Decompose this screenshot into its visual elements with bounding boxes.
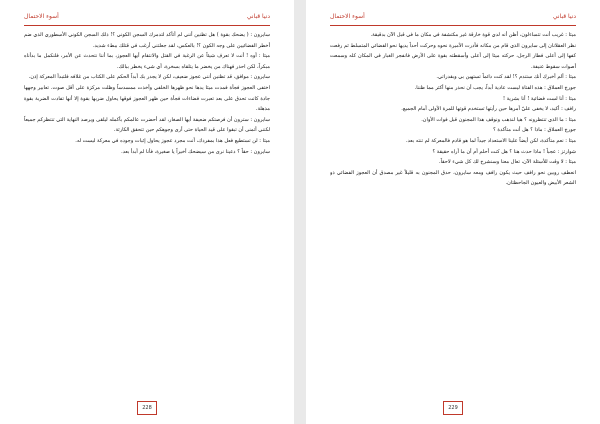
paragraph: ميثا : لا وقت للأسئلة الآن، تعال معنا وسنشرح لك كل شيء لاحقاً. (439, 159, 576, 166)
page-number: 229 (443, 401, 463, 415)
paragraph: ميثا : ألم أخبرك أنك ستندم ؟! لقد كنت دائماً تستهين بي وبقدراتي. (436, 74, 576, 81)
header-author: دنيا قباني (552, 13, 576, 20)
paragraph: انعطف روبين نحو رافف حيث يكون رافف ومعه سايرون، حدق المجنون به قليلاً غير مصدق أن العجوز الفضائي ذو الشعر الأبيض والعيون الجاحظتان. (330, 169, 576, 187)
page-body-text (330, 30, 576, 396)
paragraph: جورج العملاق : ماذا ؟ هل أنت متأكدة ؟ (493, 127, 576, 134)
left-page (0, 0, 294, 424)
page-body-text (24, 30, 270, 396)
paragraph: سايرون : حقاً ؟ دعينا نرى من سيضحك أخيراً يا صغيرة، فأنا لم أبدأ بعد. (121, 148, 270, 155)
paragraph: سايرون : موافق، قد تظنين أنني عجوز ضعيف، لكن لا يجدر بك أبداً الحكم على الكتاب من غلافه فلتبدأ المعركة إذن. (28, 74, 270, 81)
header-book-title: أسوء الاحتمال (24, 13, 59, 20)
paragraph: جورج العملاق : هذه الفتاة ليست عادية أبداً، يجب أن نحذر منها أكثر مما ظننا. (414, 84, 576, 91)
paragraph: سايرون : ( يضحك بقوة ) هل تظنين أنني لم أتأكد لتدمرك السجن الكوني ؟! ذلك السجن الكوني الأسطوري الذي ضم أخطر الفضائيين على وجه الكون ؟! بالعكس، لقد جعلتني أرغب في قتلك ببطء شديد. (24, 32, 270, 49)
header-divider (24, 25, 270, 26)
paragraph: ميثا : أوه ! أنت لا تعرف شيئاً عن الرغبة في القتل والانتقام أيها العجوز، بما أننا نتحدث عن الأمر، فلنكمل ما بدأناه مبكراً، لكن احذر فهناك من يخضر ما يتلقاه بسخرة، أي شيء يخطر ببالك. (24, 53, 270, 70)
paragraph: ميثا : نعم متأكدة، لكن أيضاً علينا الاستعداد جيداً لما هو قادم فالمعركة لم تنته بعد. (406, 137, 576, 144)
paragraph: ميثا : ما الذي تنتظرونه ؟ هيا لنذهب ونوقف هذا المجنون قبل فوات الأوان. (421, 116, 576, 123)
page-header (24, 13, 270, 23)
header-book-title: أسوء الاحتمال (330, 13, 365, 20)
header-author: دنيا قباني (246, 13, 270, 20)
paragraph: شوارتز : عجباً ! ماذا حدث هنا ؟ هل كنت أحلم أم أن ما أراه حقيقة ؟ (432, 148, 576, 155)
paragraph: ميثا : غريب أنت تتساءلون، أظن أنه لدي قوة خارقة غير مكتشفة في مكان ما في قبل الآن بدقيقة. (370, 32, 576, 38)
header-divider (330, 25, 576, 26)
paragraph: رافف : أكيد، لا يخفى عليّ أمرها حين رأيتها تستخدم قوتها للمرة الأولى أمام الجميع. (401, 106, 576, 113)
paragraph: نظر العقلانان إلى سايرون الذي قام من مكانه فأدرت الأميرة نحوه وحركت أحداً يديها نحو الفضائي المتسلط ثم رفعت كفها إلى أعلى فطار الرجل، حركته ميثا إلى أعلى وأسقطته بقوة على الأرض فانفجر الغبار في المكان كله وسمعت أصوات سقوط عنيفة. (330, 42, 576, 70)
book-gutter (294, 0, 306, 424)
page-number: 228 (137, 401, 157, 415)
paragraph: اختفى العجوز فجأة فمدت ميثا يدها نحو ظهرها الخلفي وأخذت ممسدساً وظلت مركزة على أقل صوت. تعابير وجهها جادة كانت تحدق على بعد تعبرت فضاءات فجأة حين ظهر العجوز فوقها يحاول ضربها بقوة إلا أنها تفادت الضربة بقوة مذهلة. (24, 84, 270, 113)
right-page (306, 0, 600, 424)
page-header (330, 13, 576, 23)
paragraph: ميثا : أنا لست فضائية ! أنا بشرية ! (503, 95, 576, 102)
paragraph: ميثا : لن تستطيع فعل هذا بمفردك، أنت مجرد عجوز يحاول إثبات وجوده في معركة ليست له. (75, 137, 270, 144)
paragraph: سايرون : سترون أن فرصتكم ضعيفة أيها الصغار، لقد أحضرت عالمكم بأكمله ليلقى ويرصد النهاية التي تنتظركم جميعاً لكنني أتمنى أن تبقوا على قيد الحياة حتى أرى وجوهكم حين تتحقق الكارثة. (24, 116, 270, 134)
